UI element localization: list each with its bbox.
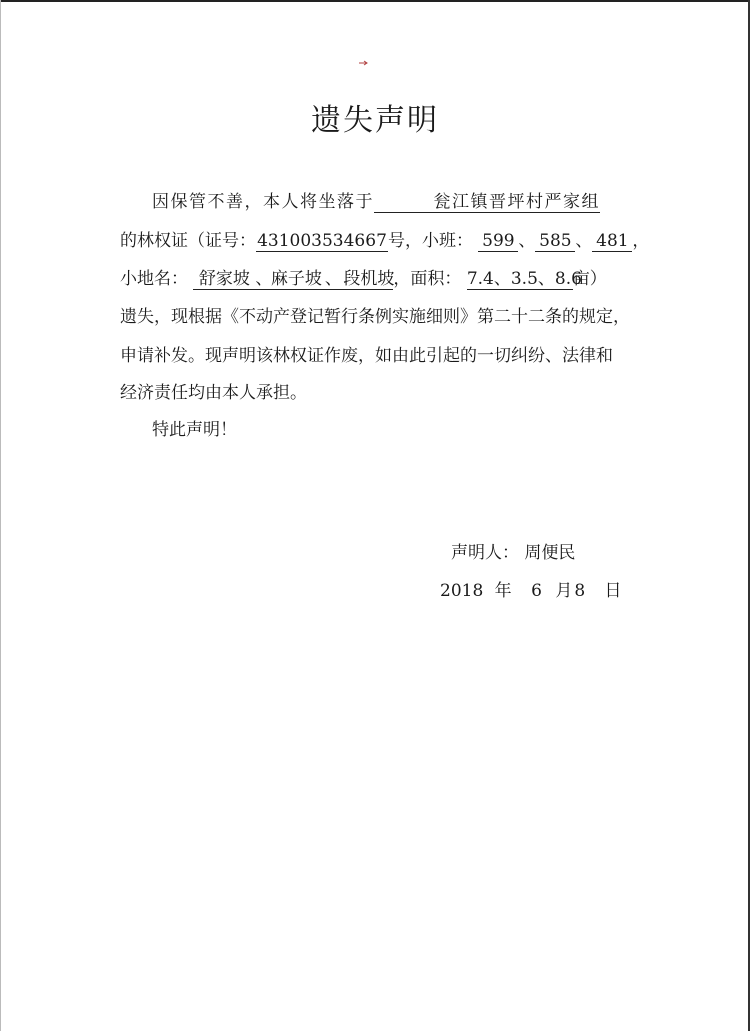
declarant xyxy=(451,538,575,563)
location-field: 瓮江镇晋坪村严家组 xyxy=(374,192,600,213)
line1-lead: 因保管不善，本人将坐落于 xyxy=(152,192,374,212)
line2-lead: 的林权证（证号： xyxy=(120,231,256,251)
area-field: 7.4、3.5、8.6 xyxy=(466,269,582,289)
line3-lead: 小地名： xyxy=(120,269,188,289)
scan-edge-left xyxy=(0,0,1,1031)
scan-edge-top xyxy=(0,0,750,2)
line2-tail: ， xyxy=(632,231,650,251)
plot-3-field: 481 xyxy=(592,231,632,252)
plot-1-field: 599 xyxy=(478,231,518,252)
cert-number-field: 431003534667 xyxy=(257,231,387,251)
sign-date xyxy=(440,576,622,601)
text-line-1 xyxy=(152,190,600,214)
date-day: 8 xyxy=(574,581,586,601)
ink-mark xyxy=(358,60,370,66)
date-year-unit: 年 xyxy=(494,581,512,601)
plot-2-field: 585 xyxy=(535,231,575,252)
date-month-unit: 月 xyxy=(555,581,573,601)
line2-mid: 号，小班： xyxy=(388,231,473,251)
line3-mid: ，面积： xyxy=(393,269,462,289)
text-line-2 xyxy=(120,229,649,253)
declarant-label: 声明人： xyxy=(451,543,519,563)
page-title: 遗失声明 xyxy=(311,103,439,138)
closing-line: 特此声明！ xyxy=(152,420,237,440)
date-day-unit: 日 xyxy=(604,581,622,601)
text-line-6: 经济责任均由本人承担。 xyxy=(120,383,307,403)
line3-sep2: 、 xyxy=(324,269,342,289)
date-year: 2018 xyxy=(440,581,484,601)
declarant-name: 周便民 xyxy=(524,543,576,563)
place-3-field: 段机坡 xyxy=(343,269,395,289)
line3-tail: 亩） xyxy=(572,269,607,289)
place-2-field: 麻子坡 xyxy=(270,269,322,289)
line2-sep2: 、 xyxy=(575,231,593,251)
line3-sep1: 、 xyxy=(255,269,273,289)
text-line-5: 申请补发。现声明该林权证作废，如由此引起的一切纠纷、法律和 xyxy=(120,346,613,366)
place-1-field: 舒家坡 xyxy=(193,269,255,290)
text-line-4: 遗失，现根据《不动产登记暂行条例实施细则》第二十二条的规定， xyxy=(120,307,630,327)
text-line-3 xyxy=(120,267,607,291)
date-month: 6 xyxy=(531,581,542,601)
line2-sep1: 、 xyxy=(518,231,536,251)
